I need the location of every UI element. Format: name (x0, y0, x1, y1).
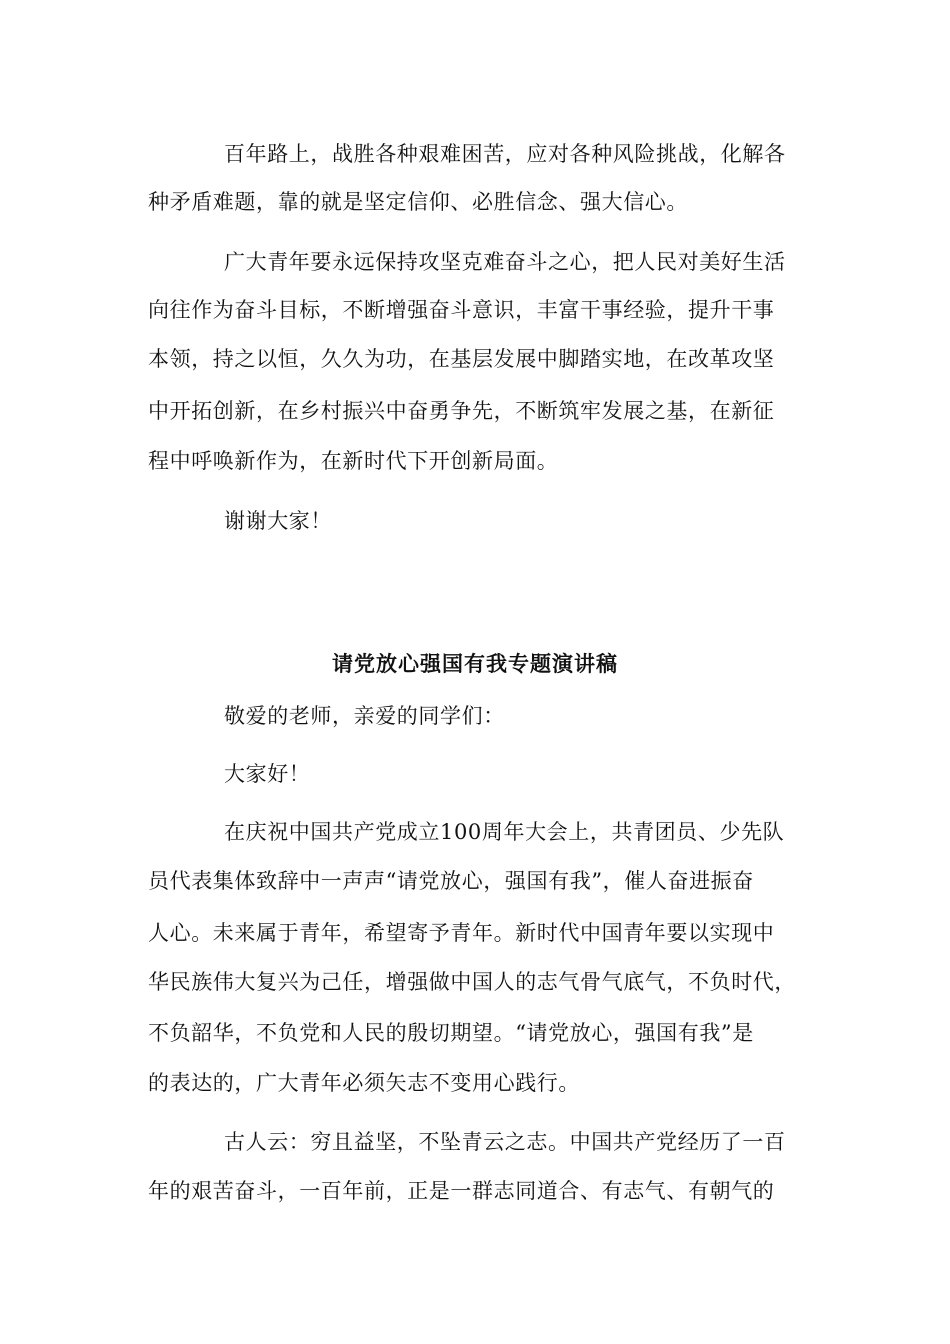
paragraph-line: 本领，持之以恒，久久为功，在基层发展中脚踏实地，在改革攻坚 (148, 347, 775, 371)
paragraph-line: 古人云：穷且益坚，不坠青云之志。中国共产党经历了一百 (224, 1130, 786, 1154)
hello-line: 大家好！ (224, 762, 311, 786)
speech-title: 请党放心强国有我专题演讲稿 (332, 651, 618, 676)
paragraph-line: 不负韶华，不负党和人民的殷切期望。“请党放心，强国有我”是 (148, 1021, 754, 1045)
paragraph-line: 种矛盾难题，靠的就是坚定信仰、必胜信念、强大信心。 (148, 190, 688, 214)
paragraph-line: 程中呼唤新作为，在新时代下开创新局面。 (148, 449, 559, 473)
paragraph-line: 广大青年要永远保持攻坚克难奋斗之心，把人民对美好生活 (224, 250, 786, 274)
paragraph-line: 向往作为奋斗目标，不断增强奋斗意识，丰富干事经验，提升干事 (148, 298, 775, 322)
paragraph-line: 百年路上，战胜各种艰难困苦，应对各种风险挑战，化解各 (224, 142, 786, 166)
closing-line: 谢谢大家！ (224, 509, 332, 533)
paragraph-line: 人心。未来属于青年，希望寄予青年。新时代中国青年要以实现中 (148, 921, 775, 945)
paragraph-line: 华民族伟大复兴为己任，增强做中国人的志气骨气底气，不负时代， (148, 970, 796, 994)
paragraph-line: 的表达的，广大青年必须矢志不变用心践行。 (148, 1071, 580, 1095)
greeting-line: 敬爱的老师，亲爱的同学们： (224, 704, 505, 728)
paragraph-line: 在庆祝中国共产党成立100周年大会上，共青团员、少先队 (224, 820, 785, 844)
paragraph-line: 员代表集体致辞中一声声“请党放心，强国有我”，催人奋进振奋 (148, 869, 754, 893)
paragraph-line: 年的艰苦奋斗，一百年前，正是一群志同道合、有志气、有朝气的 (148, 1179, 775, 1203)
paragraph-line: 中开拓创新，在乡村振兴中奋勇争先，不断筑牢发展之基，在新征 (148, 399, 775, 423)
